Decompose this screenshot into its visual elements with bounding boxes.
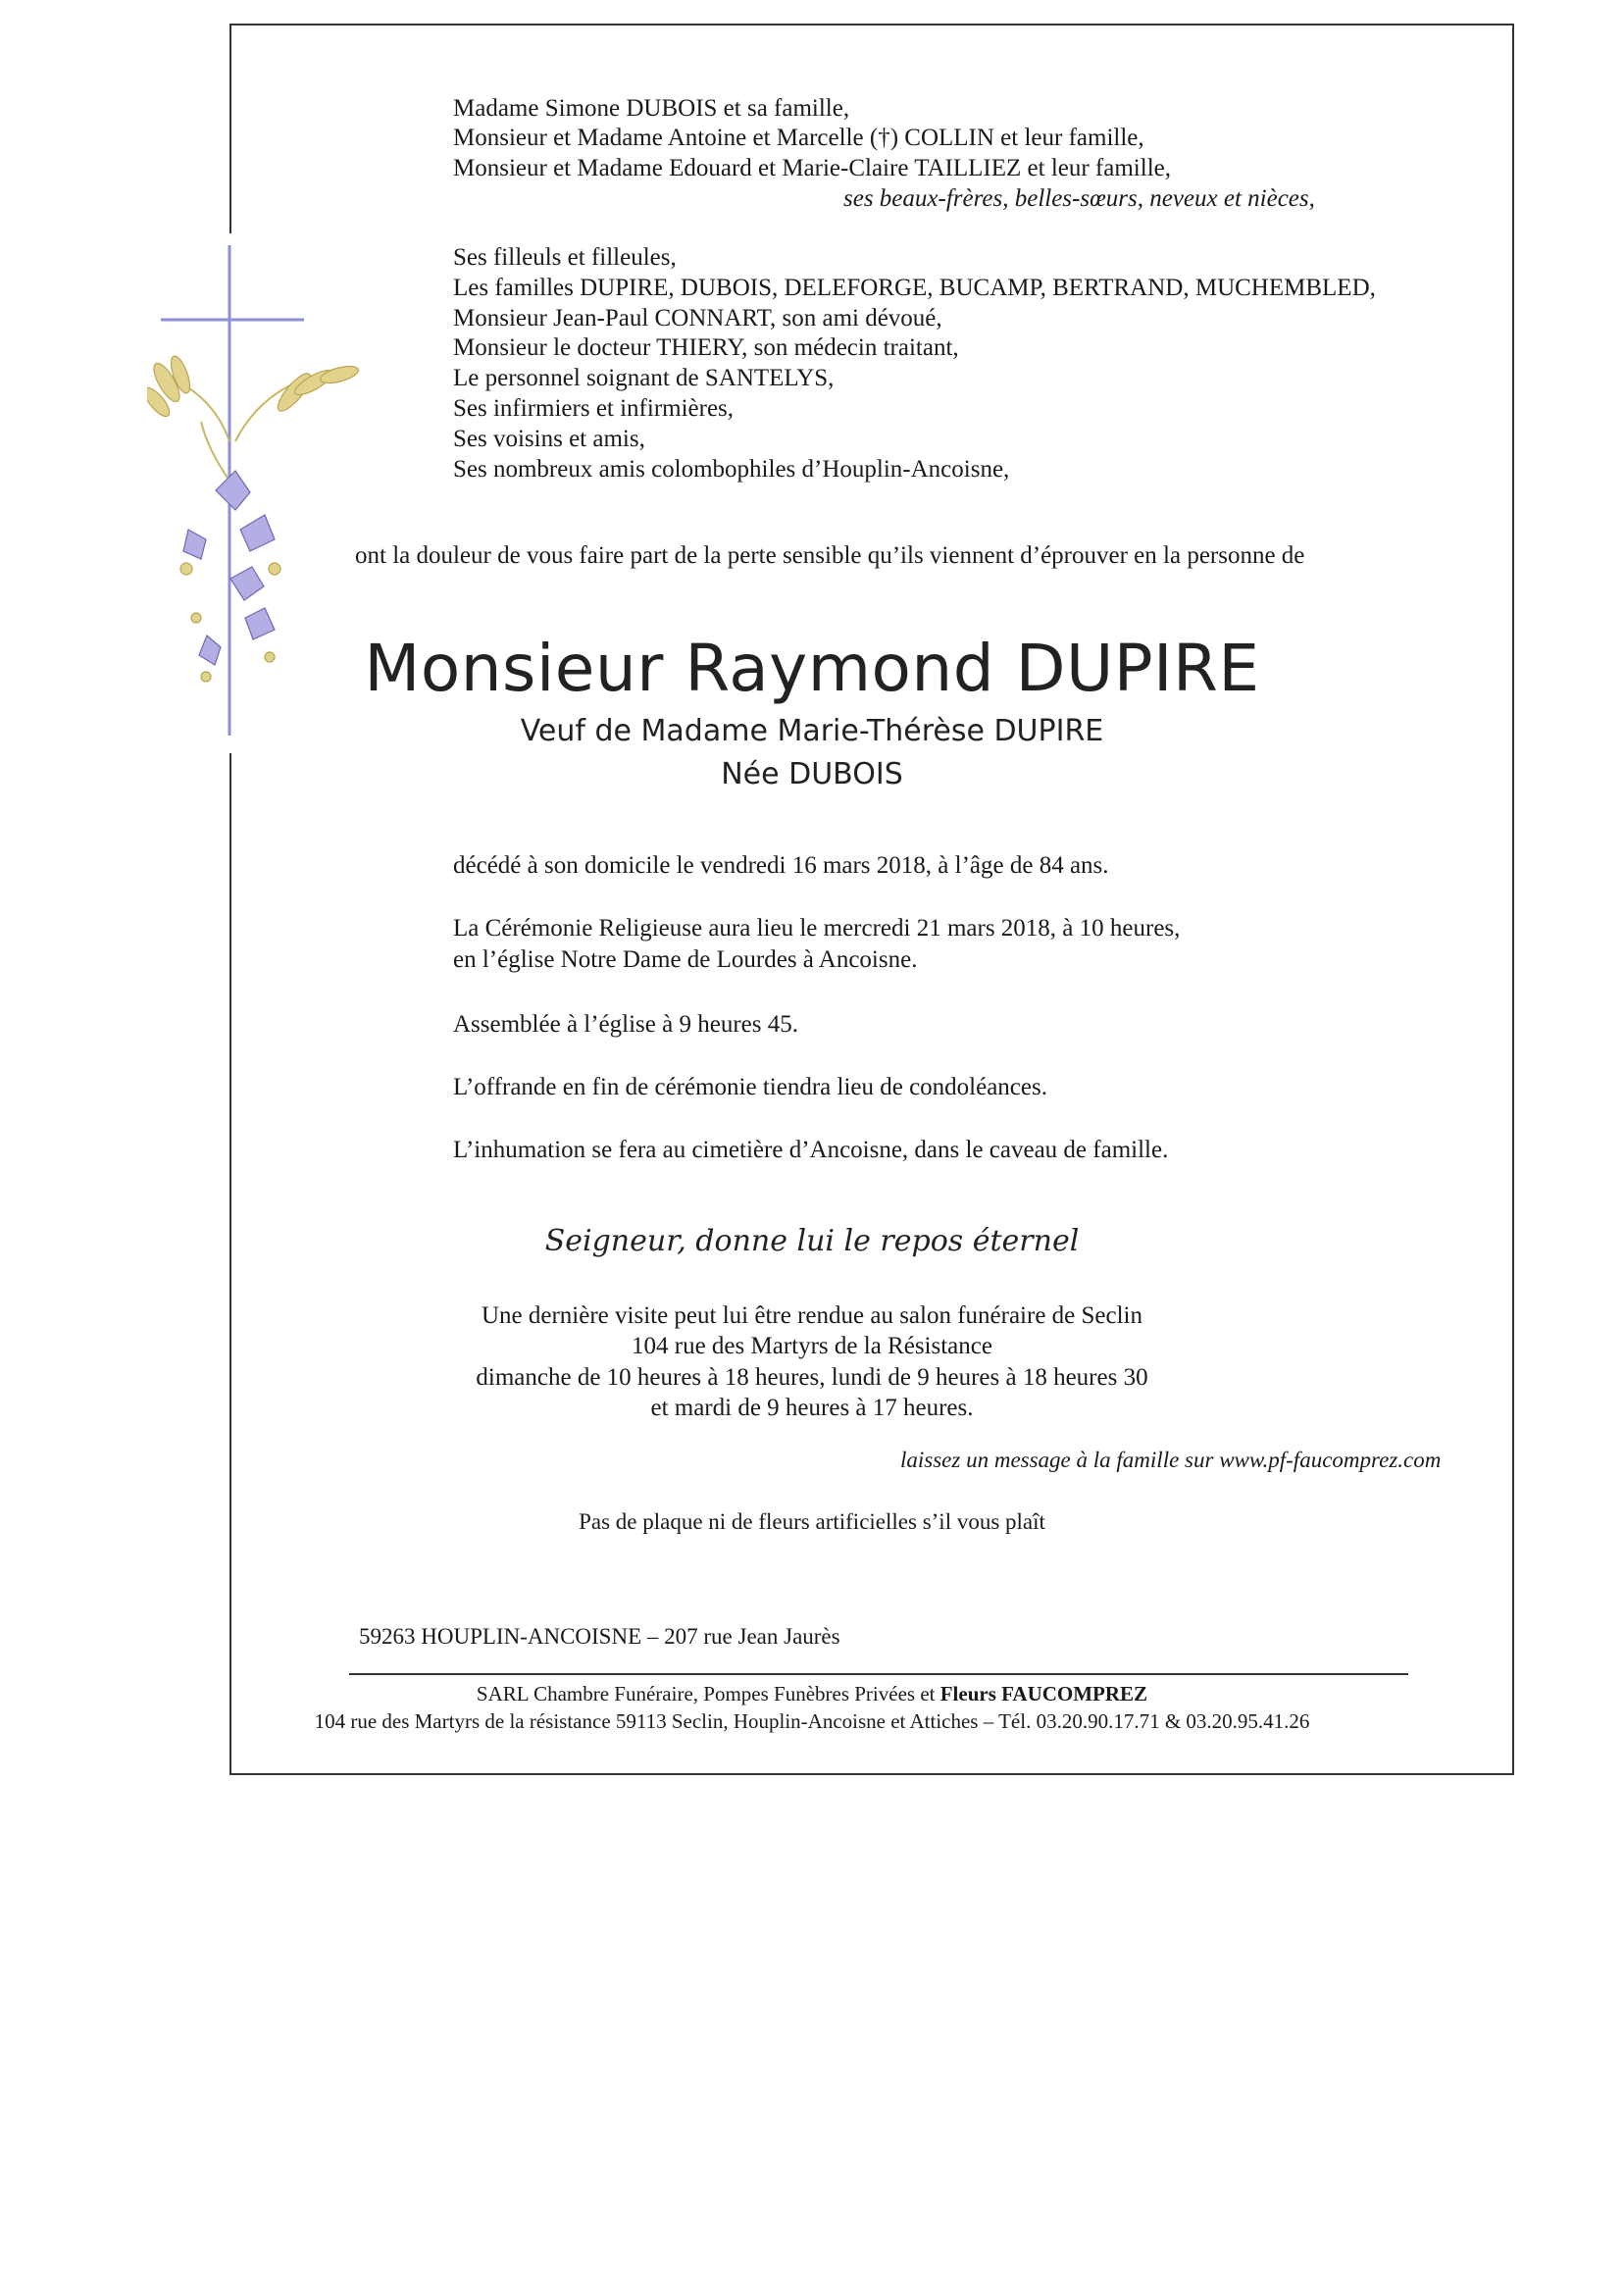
wheat-icon <box>147 354 360 481</box>
family-line: Les familles DUPIRE, DUBOIS, DELEFORGE, BUCAMP, BERTRAND, MUCHEMBLED, <box>453 275 1376 301</box>
company-name: SARL Chambre Funéraire, Pompes Funèbres Privées et <box>476 1682 936 1706</box>
prayer: Seigneur, donne lui le repos éternel <box>544 1224 1080 1258</box>
death-details: décédé à son domicile le vendredi 16 mars 2018, à l’âge de 84 ans. <box>453 852 1109 879</box>
visit-line: 104 rue des Martyrs de la Résistance <box>632 1333 992 1359</box>
ceremony-line: en l’église Notre Dame de Lourdes à Ancoisne. <box>453 946 918 973</box>
family-line: Monsieur Jean-Paul CONNART, son ami dévoué, <box>453 305 942 331</box>
no-flowers-note: Pas de plaque ni de fleurs artificielles s’il vous plaît <box>579 1509 1045 1534</box>
family-line: Monsieur et Madame Antoine et Marcelle (†) COLLIN et leur famille, <box>453 125 1144 151</box>
company-brand: Fleurs FAUCOMPREZ <box>935 1682 1148 1706</box>
family-line: Ses filleuls et filleules, <box>453 244 677 271</box>
message-note: laissez un message à la famille sur www.pf-faucomprez.com <box>900 1448 1442 1472</box>
family-line: Ses voisins et amis, <box>453 426 645 452</box>
widower-of: Veuf de Madame Marie-Thérèse DUPIRE <box>520 714 1104 748</box>
footer-divider <box>349 1673 1408 1675</box>
funeral-company <box>0 1681 1624 1706</box>
announcement: ont la douleur de vous faire part de la perte sensible qu’ils viennent d’éprouver en la personne de <box>355 542 1305 569</box>
funeral-company-address: 104 rue des Martyrs de la résistance 59113 Seclin, Houplin-Ancoisne et Attiches – Tél. 03.20.90.17.71 & 03.20.95.41.26 <box>314 1709 1310 1733</box>
family-relation: ses beaux-frères, belles-sœurs, neveux et nièces, <box>843 185 1315 212</box>
assembly: Assemblée à l’église à 9 heures 45. <box>453 1011 798 1038</box>
family-line: Madame Simone DUBOIS et sa famille, <box>453 95 850 122</box>
ceremony-line: La Cérémonie Religieuse aura lieu le mercredi 21 mars 2018, à 10 heures, <box>453 915 1181 942</box>
visit-line: Une dernière visite peut lui être rendue au salon funéraire de Seclin <box>481 1302 1143 1329</box>
deceased-name: Monsieur Raymond DUPIRE <box>364 631 1260 706</box>
visit-line: et mardi de 9 heures à 17 heures. <box>650 1395 974 1421</box>
visit-line: dimanche de 10 heures à 18 heures, lundi de 9 heures à 18 heures 30 <box>476 1364 1148 1391</box>
family-line: Ses infirmiers et infirmières, <box>453 395 735 422</box>
offering: L’offrande en fin de cérémonie tiendra lieu de condoléances. <box>453 1074 1047 1100</box>
family-line: Monsieur et Madame Edouard et Marie-Claire TAILLIEZ et leur famille, <box>453 155 1171 181</box>
family-line: Le personnel soignant de SANTELYS, <box>453 365 835 391</box>
family-line: Monsieur le docteur THIERY, son médecin traitant, <box>453 334 959 361</box>
maiden-name: Née DUBOIS <box>721 757 903 791</box>
family-line: Ses nombreux amis colombophiles d’Houplin-Ancoisne, <box>453 456 1010 483</box>
burial: L’inhumation se fera au cimetière d’Ancoisne, dans le caveau de famille. <box>453 1137 1169 1163</box>
family-address: 59263 HOUPLIN-ANCOISNE – 207 rue Jean Jaurès <box>359 1624 840 1649</box>
